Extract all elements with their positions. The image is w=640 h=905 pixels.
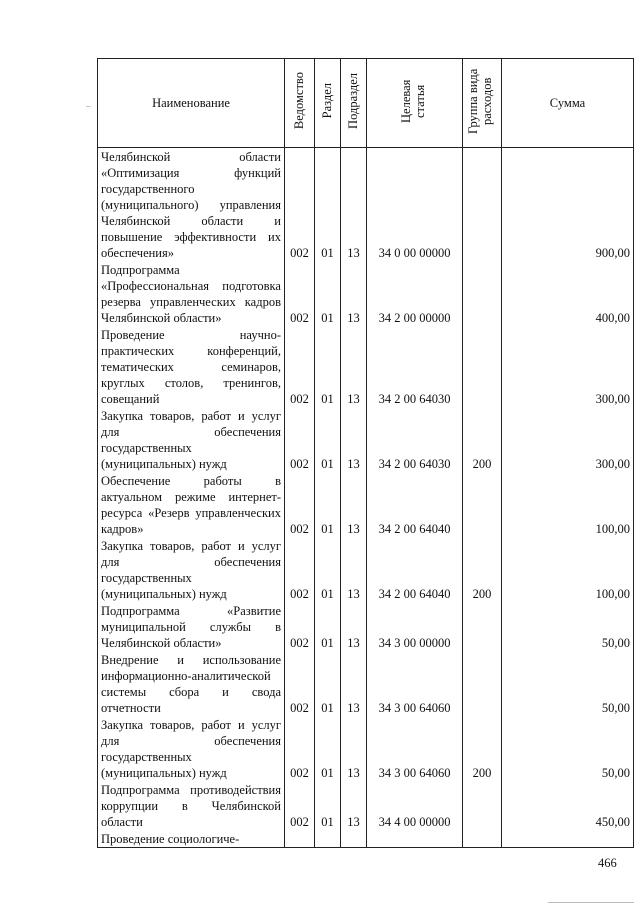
table-row — [98, 716, 634, 781]
header-dept: Ведомство — [285, 59, 315, 148]
table-row — [98, 830, 634, 848]
header-section: Раздел — [315, 59, 341, 148]
cell-name: Челябинской области «Оптимизация функций государственного (муниципального) управления Челябинской области и повышение эффективности их обеспечения» — [98, 148, 285, 262]
table-body — [98, 148, 634, 848]
cell-target: 34 3 00 00000 — [367, 602, 463, 651]
cell-expense-group — [463, 602, 502, 651]
cell-dept — [285, 830, 315, 848]
table-row — [98, 326, 634, 407]
cell-subsection — [341, 830, 367, 848]
cell-subsection: 13 — [341, 261, 367, 326]
cell-section: 01 — [315, 472, 341, 537]
cell-name: Внедрение и использование информационно-аналитической системы сбора и свода отчетности — [98, 651, 285, 716]
cell-dept: 002 — [285, 326, 315, 407]
cell-expense-group — [463, 326, 502, 407]
cell-target: 34 2 00 64040 — [367, 472, 463, 537]
cell-subsection: 13 — [341, 472, 367, 537]
footer-rule — [548, 902, 634, 903]
cell-dept: 002 — [285, 716, 315, 781]
cell-section — [315, 830, 341, 848]
cell-section: 01 — [315, 148, 341, 262]
cell-subsection: 13 — [341, 326, 367, 407]
cell-target: 34 4 00 00000 — [367, 781, 463, 830]
cell-target: 34 3 00 64060 — [367, 716, 463, 781]
cell-target: 34 2 00 64030 — [367, 407, 463, 472]
cell-dept: 002 — [285, 602, 315, 651]
cell-section: 01 — [315, 407, 341, 472]
cell-name: Проведение социологиче- — [98, 830, 285, 848]
cell-expense-group — [463, 651, 502, 716]
cell-amount: 400,00 — [502, 261, 634, 326]
cell-subsection: 13 — [341, 716, 367, 781]
cell-dept: 002 — [285, 472, 315, 537]
margin-mark: – — [86, 101, 91, 111]
cell-target: 34 2 00 00000 — [367, 261, 463, 326]
cell-dept: 002 — [285, 407, 315, 472]
cell-amount: 100,00 — [502, 537, 634, 602]
cell-section: 01 — [315, 781, 341, 830]
cell-expense-group — [463, 830, 502, 848]
cell-amount: 300,00 — [502, 326, 634, 407]
cell-subsection: 13 — [341, 407, 367, 472]
cell-amount: 300,00 — [502, 407, 634, 472]
cell-section: 01 — [315, 602, 341, 651]
budget-table — [97, 58, 634, 848]
cell-expense-group — [463, 261, 502, 326]
cell-section: 01 — [315, 716, 341, 781]
cell-name: Подпрограмма «Развитие муниципальной службы в Челябинской области» — [98, 602, 285, 651]
cell-section: 01 — [315, 326, 341, 407]
cell-name: Проведение научно-практических конференций, тематических семинаров, круглых столов, тренингов, совещаний — [98, 326, 285, 407]
cell-name: Закупка товаров, работ и услуг для обеспечения государственных (муниципальных) нужд — [98, 716, 285, 781]
page-number: 466 — [598, 856, 617, 870]
cell-dept: 002 — [285, 537, 315, 602]
table-row — [98, 148, 634, 262]
header-amount: Сумма — [502, 59, 634, 148]
cell-name: Обеспечение работы в актуальном режиме интернет-ресурса «Резерв управленческих кадров» — [98, 472, 285, 537]
cell-name: Подпрограмма противодействия коррупции в Челябинской области — [98, 781, 285, 830]
cell-dept: 002 — [285, 781, 315, 830]
cell-subsection: 13 — [341, 537, 367, 602]
cell-subsection: 13 — [341, 602, 367, 651]
cell-target: 34 0 00 00000 — [367, 148, 463, 262]
cell-target: 34 2 00 64040 — [367, 537, 463, 602]
header-target: Целевая статья — [367, 59, 463, 148]
cell-subsection: 13 — [341, 651, 367, 716]
cell-expense-group — [463, 781, 502, 830]
cell-section: 01 — [315, 651, 341, 716]
cell-target — [367, 830, 463, 848]
cell-dept: 002 — [285, 148, 315, 262]
cell-amount: 450,00 — [502, 781, 634, 830]
header-row — [98, 59, 634, 148]
cell-amount: 50,00 — [502, 716, 634, 781]
cell-section: 01 — [315, 537, 341, 602]
cell-subsection: 13 — [341, 781, 367, 830]
cell-amount — [502, 830, 634, 848]
cell-amount: 900,00 — [502, 148, 634, 262]
cell-name: Подпрограмма «Профессиональная подготовка резерва управленческих кадров Челябинской области» — [98, 261, 285, 326]
table-row — [98, 651, 634, 716]
table-row — [98, 602, 634, 651]
cell-expense-group: 200 — [463, 407, 502, 472]
table-row — [98, 261, 634, 326]
cell-dept: 002 — [285, 261, 315, 326]
table-row — [98, 781, 634, 830]
table-row — [98, 537, 634, 602]
cell-section: 01 — [315, 261, 341, 326]
cell-amount: 50,00 — [502, 651, 634, 716]
table-row — [98, 407, 634, 472]
cell-amount: 100,00 — [502, 472, 634, 537]
cell-expense-group: 200 — [463, 537, 502, 602]
cell-name: Закупка товаров, работ и услуг для обеспечения государственных (муниципальных) нужд — [98, 537, 285, 602]
cell-expense-group — [463, 148, 502, 262]
cell-name: Закупка товаров, работ и услуг для обеспечения государственных (муниципальных) нужд — [98, 407, 285, 472]
cell-expense-group: 200 — [463, 716, 502, 781]
header-name: Наименование — [98, 59, 285, 148]
cell-amount: 50,00 — [502, 602, 634, 651]
cell-dept: 002 — [285, 651, 315, 716]
cell-subsection: 13 — [341, 148, 367, 262]
table-row — [98, 472, 634, 537]
header-expense-group: Группа вида расходов — [463, 59, 502, 148]
cell-expense-group — [463, 472, 502, 537]
cell-target: 34 3 00 64060 — [367, 651, 463, 716]
cell-target: 34 2 00 64030 — [367, 326, 463, 407]
header-subsection: Подраздел — [341, 59, 367, 148]
